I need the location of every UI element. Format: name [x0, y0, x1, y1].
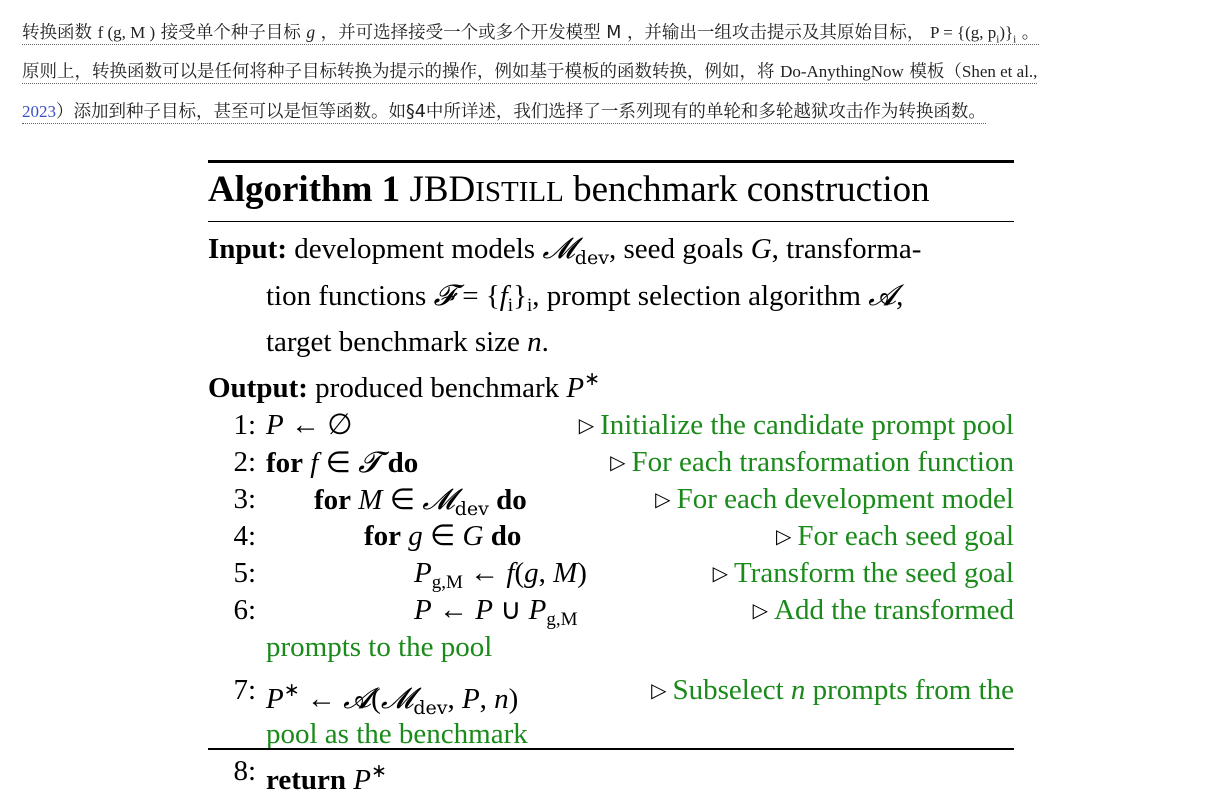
- text: ，并输出一组攻击提示及其原始目标，: [626, 23, 925, 43]
- bottom-rule: [208, 748, 1014, 750]
- algorithm-step-3: 3: for M ∈ 𝓜$_{dev}$ do ▷ For each development model: [233, 482, 1014, 520]
- paragraph-line-1: [22, 12, 1202, 52]
- math-set: P = {(g, $p_i)\}_i$: [930, 23, 1017, 46]
- comment: ▷ Subselect n prompts from the: [651, 674, 1014, 706]
- algorithm-box: [208, 160, 1014, 796]
- math-mdev: 𝓜$_{dev}$: [542, 231, 609, 269]
- text: 原则上，转换函数可以是任何将种子目标转换为提示的操作，例如基于模板的函数转换，例如，将: [22, 62, 775, 82]
- input-line-1: Input: development models 𝓜$_{dev}$, seed goals G, transforma-: [208, 231, 922, 269]
- algorithm-step-1: 1: P ← ∅ ▷ Initialize the candidate prompt pool: [208, 407, 1014, 444]
- algorithm-step-8: 8: return P∗: [233, 755, 387, 796]
- text: 接受单个种子目标: [160, 23, 301, 43]
- paragraph-line-3: [22, 92, 1202, 132]
- algorithm-title: Algorithm 1 JBDISTILL benchmark construction: [208, 169, 930, 210]
- algorithm-step-4: 4: for g ∈ G do ▷ For each seed goal: [208, 518, 1014, 555]
- comment: ▷ For each seed goal: [776, 520, 1014, 552]
- triangle-icon: ▷: [752, 598, 768, 622]
- triangle-icon: ▷: [712, 561, 728, 585]
- paragraph-line-2: [22, 52, 1202, 92]
- text: 模板（: [909, 62, 962, 82]
- algorithm-step-5: 5: $P_{g,M}$ ← f(g, M) ▷ Transform the seed goal: [233, 557, 1014, 593]
- math-f: f (g, M ): [97, 23, 156, 42]
- dan-name: Do-AnythingNow: [780, 62, 904, 81]
- comment-continuation: prompts to the pool: [266, 631, 493, 663]
- algorithm-step-7: 7: P∗ ← 𝓐(𝓜$_{dev}$, P, n) ▷ Subselect n prompts from the: [233, 674, 1014, 719]
- text: 。: [1021, 23, 1040, 43]
- citation-text: Shen et al.,: [961, 62, 1038, 81]
- text: 转换函数: [22, 23, 92, 43]
- triangle-icon: ▷: [776, 524, 792, 548]
- body-paragraph: [22, 12, 1202, 132]
- triangle-icon: ▷: [578, 413, 595, 437]
- input-line-2: tion functions 𝓕 = $\{f_i\}_i$, prompt selection algorithm 𝓐,: [266, 278, 904, 316]
- comment-continuation: pool as the benchmark: [266, 718, 528, 750]
- comment: ▷ Add the transformed: [752, 594, 1014, 626]
- triangle-icon: ▷: [655, 487, 671, 511]
- comment: ▷ For each transformation function: [610, 446, 1014, 478]
- output-line: Output: produced benchmark P∗: [208, 369, 601, 404]
- algorithm-step-6: 6: P ← P ∪ $P_{g,M}$ ▷ Add the transformed: [233, 594, 1014, 630]
- algorithm-step-2: 2: for f ∈ 𝓣 do ▷ For each transformation function: [233, 445, 1014, 479]
- comment: ▷ Initialize the candidate prompt pool: [578, 409, 1014, 441]
- text: ，并可选择接受一个或多个开发模型: [320, 23, 601, 43]
- comment: ▷ For each development model: [655, 483, 1014, 515]
- input-line-3: target benchmark size n.: [266, 326, 549, 358]
- text: ）添加到种子目标，甚至可以是恒等函数。如§4中所详述，我们选择了一系列现有的单轮和多轮越狱攻击作为转换函数。: [56, 102, 986, 122]
- math-m: M: [606, 23, 622, 43]
- triangle-icon: ▷: [610, 450, 626, 474]
- algorithm-body: [208, 222, 1014, 796]
- comment: ▷ Transform the seed goal: [712, 557, 1014, 589]
- triangle-icon: ▷: [651, 678, 667, 702]
- math-g: g: [306, 22, 316, 42]
- citation-link[interactable]: 2023: [22, 102, 56, 121]
